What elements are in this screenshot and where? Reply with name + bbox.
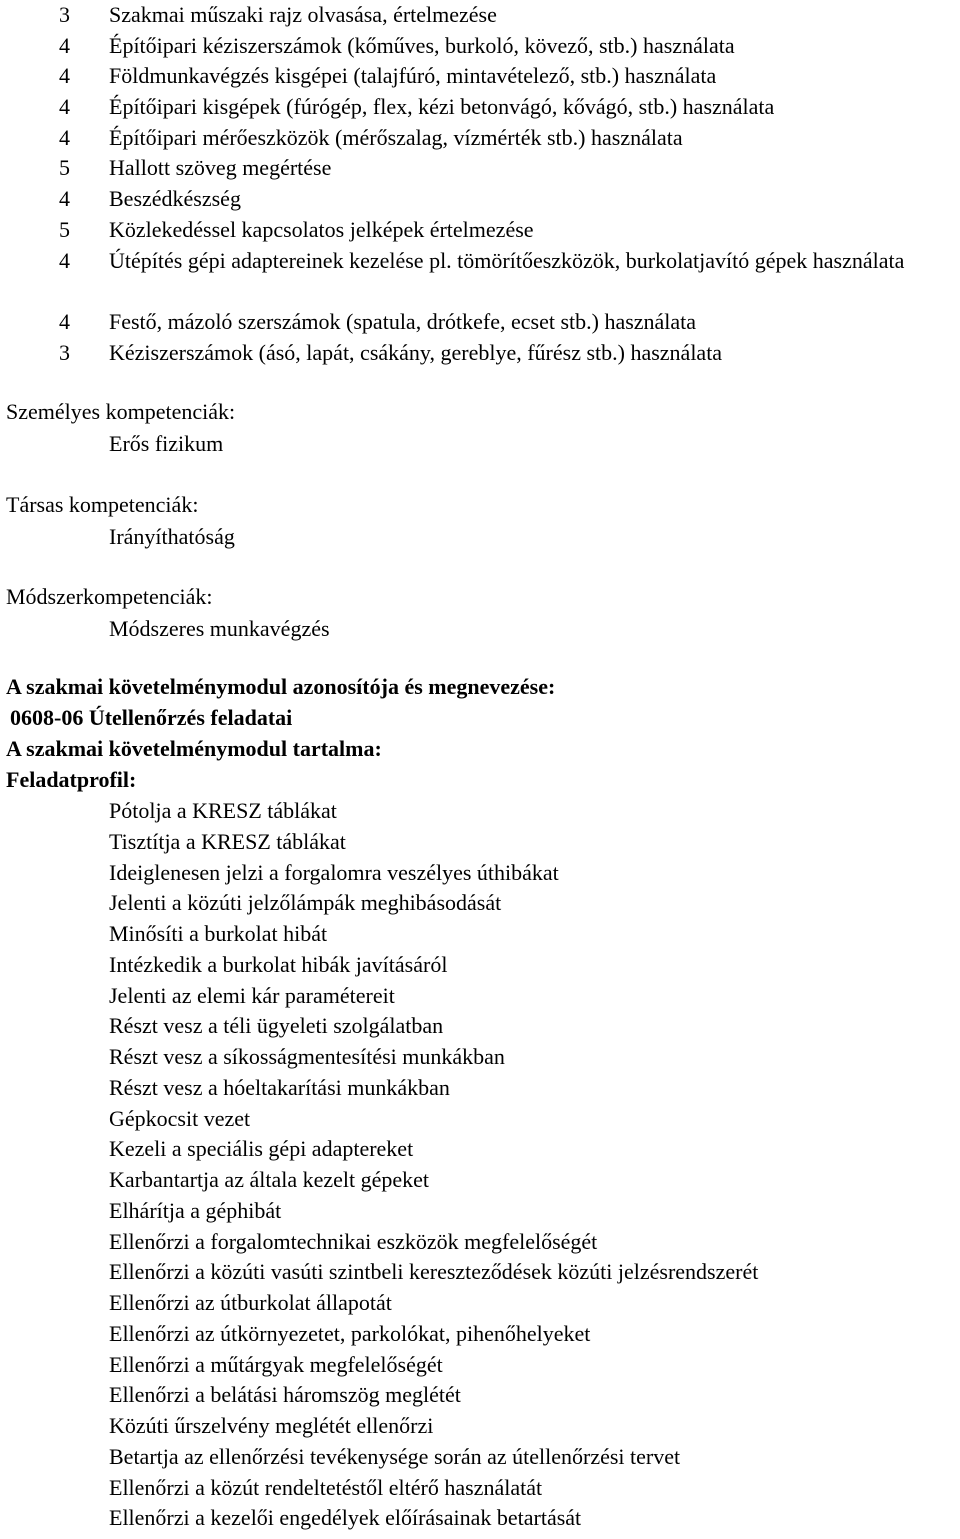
task-item: Részt vesz a hóeltakarítási munkákban [109, 1074, 450, 1100]
skill-level: 4 [59, 32, 70, 58]
skill-row [0, 215, 960, 246]
method-competencies-label: Módszerkompetenciák: [6, 584, 213, 609]
skill-row [0, 31, 960, 62]
method-competencies [6, 581, 330, 645]
skill-list [0, 0, 960, 368]
skill-level: 4 [59, 94, 70, 120]
skill-text: Kéziszerszámok (ásó, lapát, csákány, gereblye, fűrész stb.) használata [109, 339, 723, 365]
task-item: Minősíti a burkolat hibát [109, 921, 328, 946]
skill-row [0, 0, 960, 31]
skill-text: Szakmai műszaki rajz olvasása, értelmezése [109, 2, 497, 27]
task-item: Tisztítja a KRESZ táblákat [109, 828, 346, 854]
task-item: Ellenőrzi a közúti vasúti szintbeli kereszteződések közúti jelzésrendszerét [109, 1259, 759, 1285]
task-item: Ellenőrzi a belátási háromszög meglétét [109, 1382, 461, 1408]
task-item: Betartja az ellenőrzési tevékenysége során az útellenőrzési tervet [109, 1443, 681, 1469]
module-content-heading: A szakmai követelménymodul tartalma: [6, 736, 382, 761]
skill-row [0, 307, 960, 338]
task-list [109, 796, 959, 1534]
task-item: Közúti űrszelvény meglétét ellenőrzi [109, 1413, 434, 1438]
task-item: Ellenőrzi a kezelői engedélyek előírásainak betartását [109, 1505, 582, 1531]
module-id-heading: A szakmai követelménymodul azonosítója és megnevezése: [6, 674, 556, 699]
skill-text: Közlekedéssel kapcsolatos jelképek értelmezése [109, 216, 534, 242]
skill-level: 3 [59, 339, 70, 365]
skill-row [0, 92, 960, 123]
skill-row [0, 61, 960, 92]
skill-row [0, 153, 960, 184]
skill-level: 4 [59, 124, 70, 150]
module-header [6, 671, 956, 795]
skill-row [0, 246, 960, 307]
skill-text: Festő, mázoló szerszámok (spatula, drótkefe, ecset stb.) használata [109, 308, 697, 334]
task-item: Kezeli a speciális gépi adaptereket [109, 1136, 414, 1162]
skill-text: Építőipari kéziszerszámok (kőműves, burkoló, kövező, stb.) használata [109, 32, 735, 58]
skill-level: 4 [59, 186, 70, 212]
task-item: Ellenőrzi a forgalomtechnikai eszközök megfelelőségét [109, 1228, 598, 1254]
task-item: Ellenőrzi az útkörnyezetet, parkolókat, pihenőhelyeket [109, 1320, 591, 1346]
skill-row [0, 123, 960, 154]
task-item: Intézkedik a burkolat hibák javításáról [109, 951, 448, 977]
task-item: Pótolja a KRESZ táblákat [109, 798, 337, 823]
skill-text: Földmunkavégzés kisgépei (talajfúró, mintavételező, stb.) használata [109, 63, 717, 89]
personal-competencies-label: Személyes kompetenciák: [6, 399, 236, 424]
skill-text: Építőipari mérőeszközök (mérőszalag, vízmérték stb.) használata [109, 124, 683, 150]
social-competencies-label: Társas kompetenciák: [6, 492, 199, 517]
task-item: Ellenőrzi a közút rendeltetéstől eltérő használatát [109, 1474, 543, 1500]
social-competencies-value: Irányíthatóság [109, 524, 235, 549]
task-profile-heading: Feladatprofil: [6, 767, 137, 792]
skill-level: 4 [59, 308, 70, 334]
personal-competencies [6, 396, 235, 460]
task-item: Karbantartja az általa kezelt gépeket [109, 1167, 430, 1192]
skill-level: 3 [59, 2, 70, 27]
module-id: 0608-06 Útellenőrzés feladatai [10, 705, 293, 730]
task-item: Elhárítja a géphibát [109, 1197, 282, 1223]
task-item: Részt vesz a téli ügyeleti szolgálatban [109, 1013, 444, 1039]
skill-row [0, 184, 960, 215]
skill-level: 5 [59, 216, 70, 242]
task-item: Jelenti az elemi kár paramétereit [109, 982, 395, 1008]
skill-level: 4 [59, 63, 70, 89]
skill-text: Útépítés gépi adaptereinek kezelése pl. tömörítőeszközök, burkolatjavító gépek használata [109, 247, 905, 273]
method-competencies-value: Módszeres munkavégzés [109, 616, 330, 641]
task-item: Ellenőrzi az útburkolat állapotát [109, 1290, 392, 1315]
task-item: Jelenti a közúti jelzőlámpák meghibásodását [109, 890, 502, 916]
task-item: Gépkocsit vezet [109, 1105, 251, 1131]
skill-text: Hallott szöveg megértése [109, 155, 332, 181]
skill-text: Beszédkészség [109, 186, 241, 212]
task-item: Ellenőrzi a műtárgyak megfelelőségét [109, 1351, 443, 1377]
task-item: Ideiglenesen jelzi a forgalomra veszélyes úthibákat [109, 859, 559, 885]
skill-level: 5 [59, 155, 70, 181]
social-competencies [6, 489, 235, 553]
skill-level: 4 [59, 247, 70, 273]
skill-text: Építőipari kisgépek (fúrógép, flex, kézi betonvágó, kővágó, stb.) használata [109, 94, 775, 120]
personal-competencies-value: Erős fizikum [109, 431, 224, 456]
skill-row [0, 338, 960, 369]
task-item: Részt vesz a síkosságmentesítési munkákban [109, 1044, 505, 1069]
